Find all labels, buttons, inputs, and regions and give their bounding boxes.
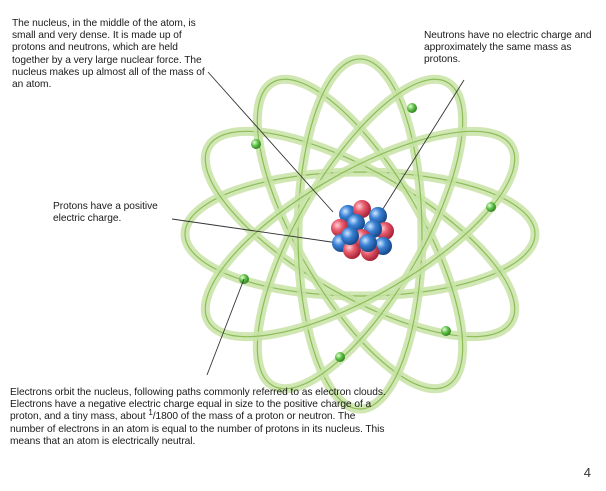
electron [407, 103, 417, 113]
neutron [359, 234, 377, 252]
electron-annotation-start: Electrons orbit the nucleus, following paths commonly referred to as electron clouds. Electrons have a negative electric charge equal in size to the positive charge of a proton, and a tiny mass, about [10, 387, 386, 423]
nucleus [331, 200, 394, 261]
electron [441, 326, 451, 336]
electron [486, 202, 496, 212]
electron-annotation-end: of the mass of a proton or neutron. The number of electrons in an atom is equal to the number of protons in its nucleus. This means that an atom is electrically neutral. [10, 411, 385, 447]
proton-annotation: Protons have a positive electric charge. [53, 201, 158, 225]
neutron-annotation: Neutrons have no electric charge and approximately the same mass as protons. [424, 30, 592, 66]
electron-annotation [10, 387, 390, 448]
electron [335, 352, 345, 362]
neutron [341, 227, 359, 245]
nucleus-annotation: The nucleus, in the middle of the atom, is small and very dense. It is made up of protons and neutrons, which are held together by a very large nuclear force. The nucleus makes up almost all of the mass of an atom. [12, 18, 205, 91]
fraction-numerator: 1 [148, 408, 153, 418]
page-number: 4 [583, 465, 591, 480]
electron [251, 139, 261, 149]
fraction-denominator: /1800 [152, 411, 178, 423]
